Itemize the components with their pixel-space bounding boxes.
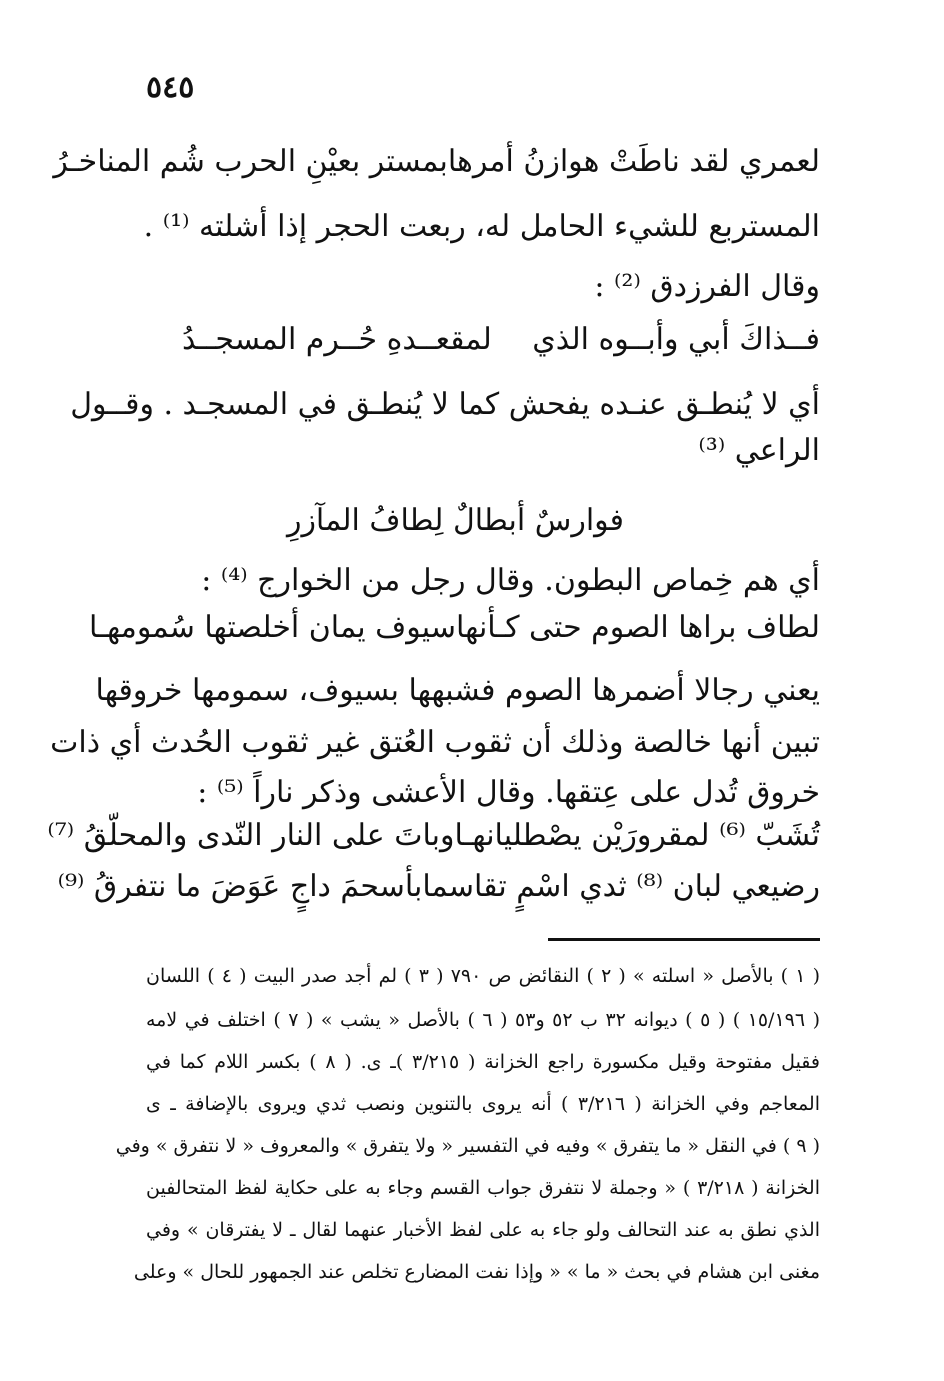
- footnote-line: ( ٩ ) في النقل « ما يتفرق » وفيه في التفسير « ولا يتفرق » والمعروف « لا نتفرق » وفي: [115, 1135, 820, 1157]
- footnote-separator: [548, 938, 820, 941]
- footnote-line: مغنى ابن هشام في بحث « ما » « وإذا نفت المضارع تخلص عند الجمهور للحال » وعلى: [133, 1261, 820, 1283]
- text-line: الراعي ⁽³⁾: [698, 433, 820, 468]
- text-line: أي لا يُنطـق عنـده يفحش كما لا يُنطـق في المسجـد . وقــول: [70, 387, 820, 422]
- text-line: تبين أنها خالصة وذلك أن ثقوب العُتق غير ثقوب الحُدث أي ذات: [50, 725, 820, 760]
- text-line: أي هم خِماص البطون. وقال رجل من الخوارج ⁽⁴⁾ :: [201, 563, 820, 598]
- text-line: المستربع للشيء الحامل له، ربعت الحجر إذا أشلته ⁽¹⁾ .: [143, 209, 820, 244]
- footnote-line: الخزانة ( ٣/٢١٨ ) « وجملة لا نتفرق جواب القسم وجاء به على حكاية لفظ المتحالفين: [146, 1177, 820, 1199]
- text-line: يعني رجالا أضمرها الصوم فشبهها بسيوف، سمومها خروقها: [95, 673, 820, 708]
- page-number: ٥٤٥: [146, 70, 195, 105]
- verse-hemistich-right: رضيعي لبان ⁽⁸⁾ ثدي اسْمٍ تقاسما: [422, 869, 820, 904]
- verse-hemistich-left: وباتَ على النار النّدى والمحلّقُ ⁽⁷⁾: [47, 818, 455, 853]
- verse-hemistich-left: سيوف يمان أخلصتها سُمومهـا: [89, 610, 456, 645]
- verse-line: [47, 815, 820, 857]
- footnote-line: ( ١٥/١٩٦ ) ( ٥ ) ديوانه ٣٢ ب ٥٢ و٥٣ ( ٦ ) بالأصل « يشب » ( ٧ ) اختلف في لامه: [146, 1009, 820, 1031]
- verse-hemistich-right: لطاف براها الصوم حتى كـأنها: [455, 610, 820, 645]
- text-line: وقال الفرزدق ⁽²⁾ :: [594, 269, 820, 304]
- footnote-line: ( ١ ) بالأصل « اسلته » ( ٢ ) النقائض ص ٧٩٠ ( ٣ ) لم أجد صدر البيت ( ٤ ) اللسان: [146, 965, 821, 987]
- verse-hemistich-right: فــذاكَ أبي وأبــوه الذي: [532, 322, 820, 357]
- verse-line: [182, 319, 820, 361]
- verse-line: [89, 607, 820, 649]
- verse-hemistich-right: لعمري لقد ناطَتْ هوازنُ أمرها: [447, 144, 820, 179]
- verse-hemistich-right: تُشَبّ ⁽⁶⁾ لمقرورَيْن يصْطليانهـا: [454, 818, 820, 853]
- verse-line-centered: فوارسٌ أبطالٌ لِطافُ المآزرِ: [286, 503, 624, 538]
- footnote-line: فقيل مفتوحة وقيل مكسورة راجع الخزانة ( ٣/٢١٥ )ـ ى. ( ٨ ) بكسر اللام كما في: [146, 1051, 821, 1073]
- footnote-line: المعاجم وفي الخزانة ( ٣/٢١٦ ) أنه يروى بالتنوين ونصب ثدي ويروى بالإضافة ـ ى: [146, 1093, 821, 1115]
- verse-hemistich-left: لمقعــدهِ حُــرم المسجــدُ: [182, 322, 492, 357]
- footnote-line: الذي نطق به عند التحالف ولو جاء به على لفظ الأخبار عنهما لقال ـ لا يفترقان » وفي: [146, 1219, 820, 1241]
- verse-line: [53, 141, 820, 183]
- text-line: خروق تُدل على عِتقها. وقال الأعشى وذكر ناراً ⁽⁵⁾ :: [197, 775, 820, 810]
- verse-line: [57, 866, 820, 908]
- verse-hemistich-left: بأسحمَ داجٍ عَوَضَ ما نتفرقُ ⁽⁹⁾: [57, 869, 423, 904]
- verse-hemistich-left: بمستر بعيْنِ الحرب شُم المناخـرُ: [53, 144, 448, 179]
